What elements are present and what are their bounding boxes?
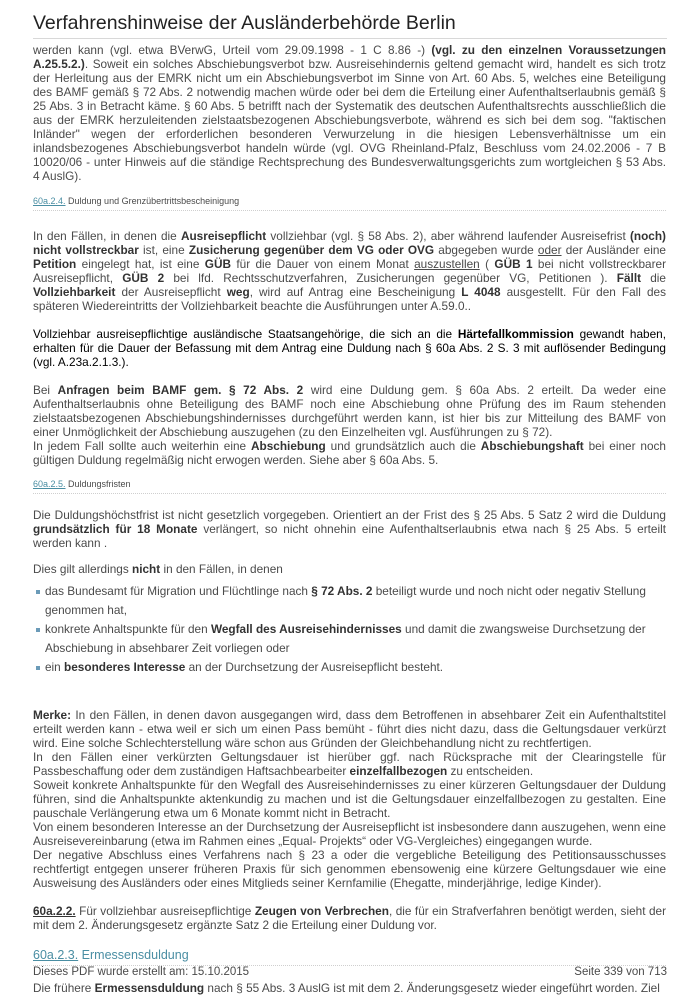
paragraph: Soweit konkrete Anhaltspunkte für den Wegfall des Ausreisehindernisses zu einer kürzeren Geltungsdauer der Duldung führen, sind die Anhaltspunkte aktenkundig zu machen und ist die Geltungsdauer einzelfallbezogen zu gestalten. Eine pauschale Verlängerung etwa um 6 Monate kommt nicht in Betracht. [33, 778, 666, 820]
paragraph: werden kann (vgl. etwa BVerwG, Urteil vom 29.09.1998 - 1 C 8.86 -) (vgl. zu den einzelnen Voraussetzungen A.25.5.2.). Soweit ein solches Abschiebungsverbot bzw. Ausreisehindernis geltend gemacht wird, handelt es sich trotz der Herleitung aus der EMRK nicht um ein Abschiebungsverbot im Sinne von Art. 60 Abs. 5, welches eine Beteiligung des BAMF gemäß § 72 Abs. 2 notwendig machen würde oder bei dem die Erteilung einer Aufenthaltserlaubnis gemäß § 25 Abs. 3 in Betracht käme. § 60 Abs. 5 betrifft nach der Systematik des deutschen Aufenthaltsrechts ausschließlich die aus der EMRK herzuleitenden zielstaatsbezogenen Abschiebungsverbote, während es sich bei dem sog. "faktischen Inländer" wegen der erforderlichen besonderen Verwurzelung in die hiesigen Lebensverhältnisse um ein inlandsbezogenes Abschiebungsverbot handeln würde (vgl. OVG Rheinland-Pfalz, Beschluss vom 24.02.2006 - 7 B 10020/06 - unter Hinweis auf die ständige Rechtsprechung des Bundesverwaltungsgerichts zum wortgleichen § 53 Abs. 4 AuslG). [33, 43, 666, 183]
paragraph: Die Duldungshöchstfrist ist nicht gesetzlich vorgegeben. Orientiert an der Frist des § 25 Abs. 5 Satz 2 wird die Duldung grundsätzlich für 18 Monate verlängert, so nicht ohnehin eine Aufenthaltserlaubnis etwa nach § 25 Abs. 5 erteilt werden kann . [33, 508, 666, 550]
paragraph: Die frühere Ermessensduldung nach § 55 Abs. 3 AuslG ist mit dem 2. Änderungsgesetz wieder eingeführt worden. Ziel [33, 981, 660, 995]
section-divider [33, 493, 666, 494]
creation-date: Dieses PDF wurde erstellt am: 15.10.2015 [33, 966, 250, 978]
paragraph: Dies gilt allerdings nicht in den Fällen, in denen [33, 562, 283, 576]
document-body [33, 43, 666, 995]
paragraph: 60a.2.2. Für vollziehbar ausreisepflichtige Zeugen von Verbrechen, die für ein Strafverfahren benötigt werden, sieht der mit dem 2. Änderungsgesetz ergänzte Satz 2 die Erteilung einer Duldung vor. [33, 904, 666, 932]
note-block [33, 708, 666, 890]
section-number-link[interactable]: 60a.2.4. [33, 196, 66, 206]
subsection-heading-ermessensduldung: 60a.2.3. Ermessensduldung [33, 948, 189, 962]
section-heading-duldung-guebs: 60a.2.4. Duldung und Grenzübertrittsbescheinigung [33, 196, 240, 206]
paragraph: Von einem besonderen Interesse an der Durchsetzung der Ausreisepflicht ist insbesondere dann auszugehen, wenn eine Ausreisevereinbarung (etwa im Rahmen eines „Equal- Projekts“ oder VG-Vergleiches) eingegangen wurde. [33, 820, 666, 848]
section-heading-duldungsfristen: 60a.2.5. Duldungsfristen [33, 479, 131, 489]
list-item: das Bundesamt für Migration und Flüchtlinge nach § 72 Abs. 2 beteiligt wurde und noch nicht oder negativ Stellung genommen hat, [33, 582, 666, 620]
bullet-icon [36, 628, 40, 632]
paragraph: Merke: In den Fällen, in denen davon ausgegangen wird, dass dem Betroffenen in absehbarer Zeit ein Aufenthaltstitel erteilt werden kann - etwa weil er sich um einen Pass bemüht - führt dies nicht dazu, dass die Geltungsdauer verkürzt wird. Eine solche Schlechterstellung wäre schon aus Gründen der Gleichbehandlung nicht zu rechtfertigen. [33, 708, 666, 750]
page-footer [33, 966, 667, 978]
section-number-link[interactable]: 60a.2.3. [33, 948, 79, 962]
paragraph: Bei Anfragen beim BAMF gem. § 72 Abs. 2 wird eine Duldung gem. § 60a Abs. 2 erteilt. Da weder eine Aufenthaltserlaubnis ohne Beteiligung des BAMF noch eine Abschiebung ohne Prüfung des im Raum stehenden zielstaatsbezogenen Abschiebungshindernisses durchgeführt werden kann, ist hier bis zur Mitteilung des BAMF von einer Unmöglichkeit der Abschiebung auszugehen (zu den Einzelheiten vgl. Ausführungen zu § 72). [33, 383, 667, 439]
page-title: Verfahrenshinweise der Ausländerbehörde Berlin [33, 12, 456, 34]
paragraph: In den Fällen einer verkürzten Geltungsdauer ist hierüber ggf. nach Rücksprache mit der Clearingstelle für Passbeschaffung oder dem zuständigen Haftsachbearbeiter einzelfallbezogen zu entscheiden. [33, 750, 666, 778]
section-number-link[interactable]: 60a.2.5. [33, 479, 66, 489]
list-item: ein besonderes Interesse an der Durchsetzung der Ausreisepflicht besteht. [33, 658, 666, 677]
section-number-link[interactable]: 60a.2.2. [33, 904, 76, 918]
list-item: konkrete Anhaltspunkte für den Wegfall des Ausreisehindernisses und damit die zwangsweise Durchsetzung der Abschiebung in absehbarer Zeit vorliegen oder [33, 620, 666, 658]
paragraph: In den Fällen, in denen die Ausreisepflicht vollziehbar (vgl. § 58 Abs. 2), aber während laufender Ausreisefrist (noch) nicht vollstreckbar ist, eine Zusicherung gegenüber dem VG oder OVG abgegeben wurde oder der Ausländer eine Petition eingelegt hat, ist eine GÜB für die Dauer von einem Monat auszustellen ( GÜB 1 bei nicht vollstreckbarer Ausreisepflicht, GÜB 2 bei lfd. Rechtsschutzverfahren, Zusicherungen gegenüber VG, Petitionen ). Fällt die Vollziehbarkeit der Ausreisepflicht weg, wird auf Antrag eine Bescheinigung L 4048 ausgestellt. Für den Fall des späteren Wiedereintritts der Vollziehbarkeit beachte die Ausführungen unter A.59.0.. [33, 229, 667, 313]
title-divider [33, 38, 667, 39]
paragraph: Vollziehbar ausreisepflichtige ausländische Staatsangehörige, die sich an die Härtefallkommission gewandt haben, erhalten für die Dauer der Befassung mit dem Antrag eine Duldung nach § 60a Abs. 2 S. 3 mit auflösender Bedingung (vgl. A.23a.2.1.3.). [33, 327, 666, 369]
page-number: Seite 339 von 713 [574, 966, 667, 978]
bullet-icon [36, 666, 40, 670]
bullet-icon [36, 590, 40, 594]
paragraph: Der negative Abschluss eines Verfahrens nach § 23 a oder die vergebliche Beteiligung des Petitionsausschusses rechtfertigt entgegen unserer früheren Praxis für sich genommen ebensowenig eine kürzere Geltungsdauer wie eine Ausweisung des Ausländers oder eines Mitglieds seiner Kernfamilie (Ehegatte, minderjährige, ledige Kinder). [33, 848, 666, 890]
section-divider [33, 210, 666, 211]
exceptions-list [33, 582, 666, 677]
paragraph: In jedem Fall sollte auch weiterhin eine Abschiebung und grundsätzlich auch die Abschiebungshaft bei einer noch gültigen Duldung regelmäßig nicht erwogen werden. Siehe aber § 60a Abs. 5. [33, 439, 666, 467]
